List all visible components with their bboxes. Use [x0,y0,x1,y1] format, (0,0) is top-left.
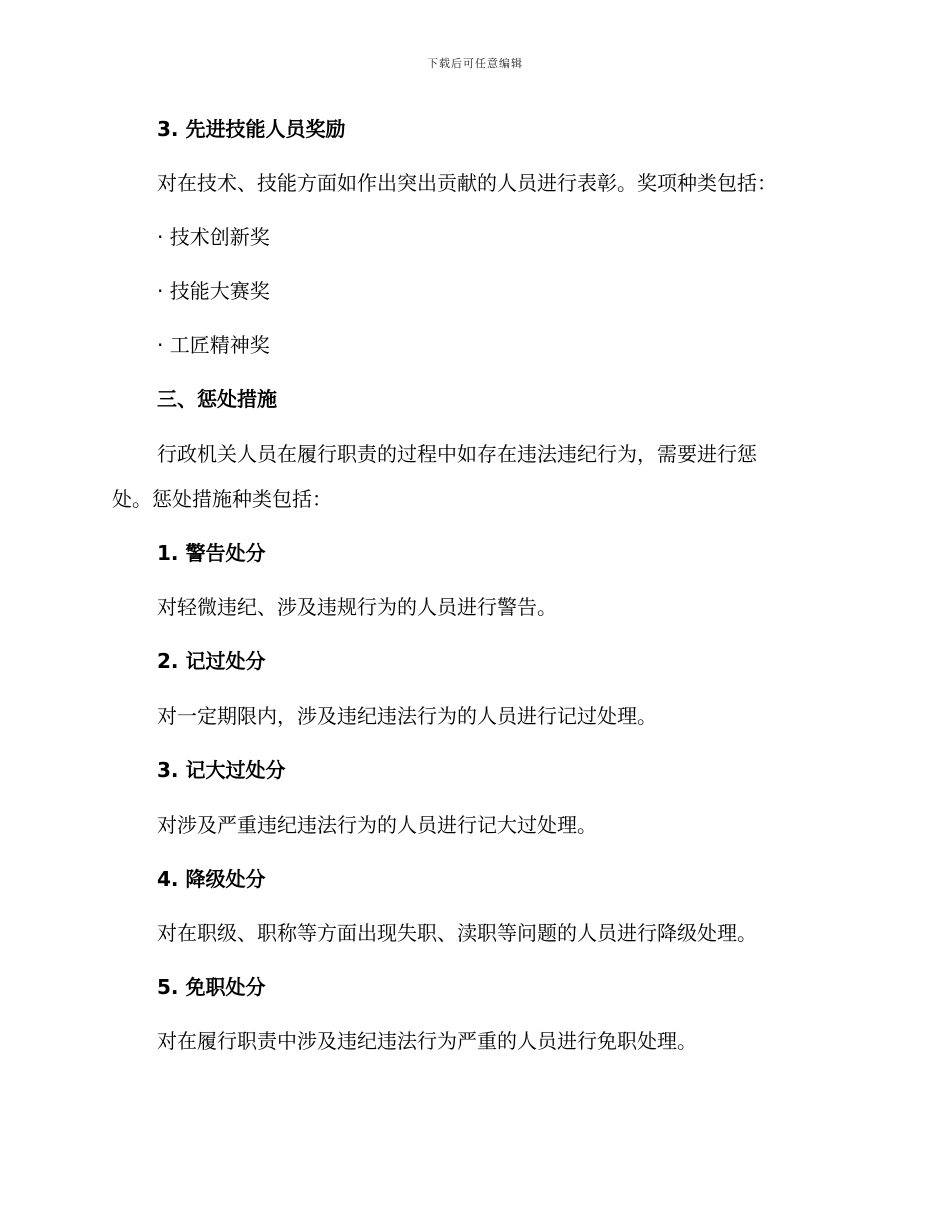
paragraph-advanced-skill-intro: 对在技术、技能方面如作出突出贡献的人员进行表彰。奖项种类包括： [157,171,777,195]
item-heading: 3. 记大过处分 [157,758,286,782]
item-text: 对涉及严重违纪违法行为的人员进行记大过处理。 [157,813,597,837]
paragraph-punishment-intro-line1: 行政机关人员在履行职责的过程中如存在违法违纪行为，需要进行惩 [157,442,757,466]
bullet-item: · 技术创新奖 [157,225,270,249]
item-text: 对在职级、职称等方面出现失职、渎职等问题的人员进行降级处理。 [157,921,757,945]
item-heading: 5. 免职处分 [157,975,266,999]
item-text: 对一定期限内，涉及违纪违法行为的人员进行记过处理。 [157,704,657,728]
paragraph-punishment-intro-line2: 处。惩处措施种类包括： [112,487,332,511]
bullet-item: · 技能大赛奖 [157,279,270,303]
section-heading-punishment: 三、惩处措施 [157,387,277,411]
item-heading: 2. 记过处分 [157,649,266,673]
bullet-item: · 工匠精神奖 [157,333,270,357]
item-heading: 4. 降级处分 [157,867,266,891]
item-text: 对在履行职责中涉及违纪违法行为严重的人员进行免职处理。 [157,1029,697,1053]
item-text: 对轻微违纪、涉及违规行为的人员进行警告。 [157,595,557,619]
item-heading: 1. 警告处分 [157,541,266,565]
heading-advanced-skill-award: 3. 先进技能人员奖励 [157,117,346,141]
page-header-note: 下载后可任意编辑 [427,57,523,70]
